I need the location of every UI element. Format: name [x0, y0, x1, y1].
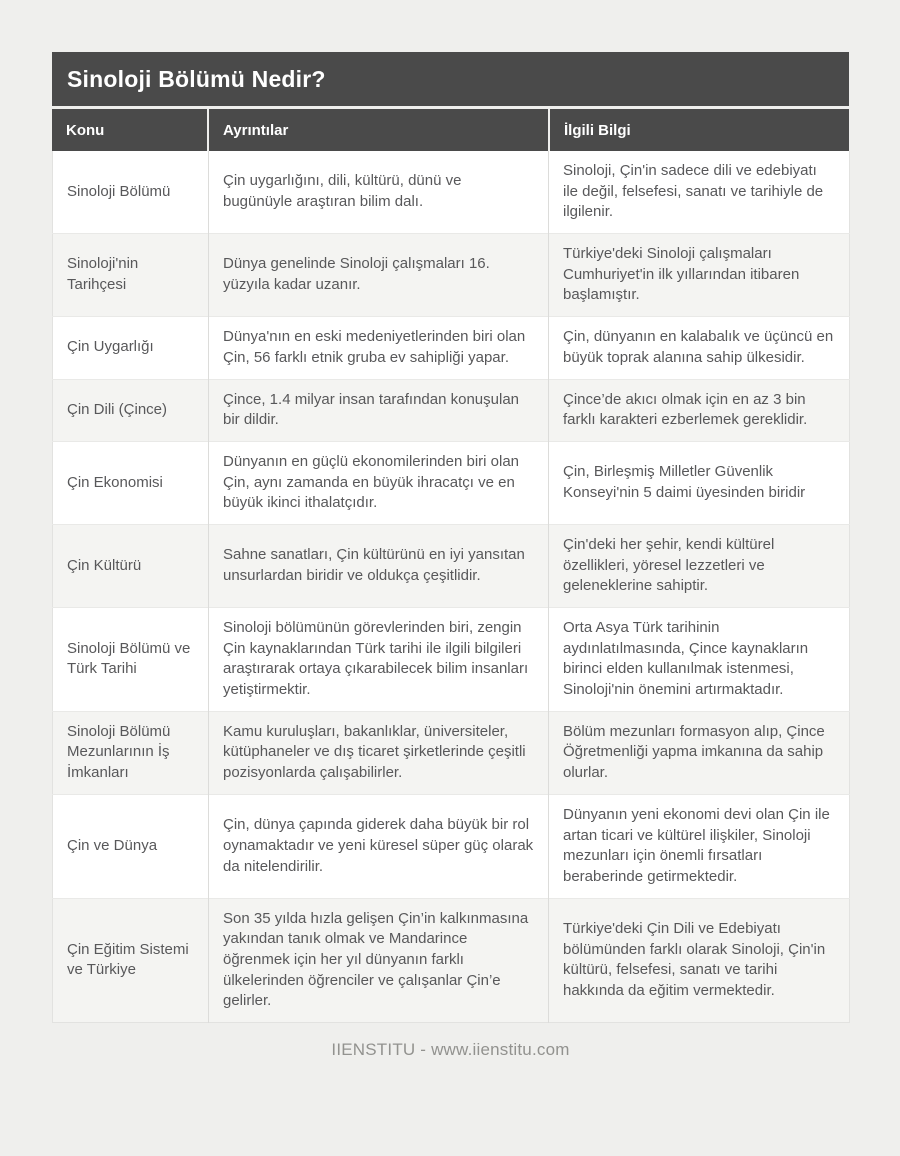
cell-ayrintilar: Kamu kuruluşları, bakanlıklar, üniversiteler, kütüphaneler ve dış ticaret şirketlerinde çeşitli pozisyonlarda çalışabilirler.: [209, 711, 549, 794]
cell-ilgili-bilgi: Sinoloji, Çin'in sadece dili ve edebiyatı ile değil, felsefesi, sanatı ve tarihiyle de ilgilenir.: [549, 151, 850, 234]
table-row: [53, 441, 850, 524]
cell-ayrintilar: Dünyanın en güçlü ekonomilerinden biri olan Çin, aynı zamanda en büyük ihracatçı ve en büyük ikinci ithalatçıdır.: [209, 441, 549, 524]
cell-konu: Çin Ekonomisi: [53, 441, 209, 524]
info-table: [52, 151, 850, 1023]
page-title: Sinoloji Bölümü Nedir?: [52, 52, 849, 106]
cell-ilgili-bilgi: Çince’de akıcı olmak için en az 3 bin farklı karakteri ezberlemek gereklidir.: [549, 379, 850, 441]
cell-ayrintilar: Sinoloji bölümünün görevlerinden biri, zengin Çin kaynaklarından Türk tarihi ile ilgili bilgileri araştırarak ortaya çıkarabilecek bilim insanları yetiştirmektir.: [209, 608, 549, 712]
column-header-ilgili-bilgi: İlgili Bilgi: [550, 109, 849, 151]
cell-ayrintilar: Çince, 1.4 milyar insan tarafından konuşulan bir dildir.: [209, 379, 549, 441]
cell-konu: Çin Eğitim Sistemi ve Türkiye: [53, 898, 209, 1022]
cell-ilgili-bilgi: Türkiye'deki Sinoloji çalışmaları Cumhuriyet'in ilk yıllarından itibaren başlamıştır.: [549, 234, 850, 317]
cell-ilgili-bilgi: Bölüm mezunları formasyon alıp, Çince Öğretmenliği yapma imkanına da sahip olurlar.: [549, 711, 850, 794]
footer-credit: IIENSTITU - www.iienstitu.com: [331, 1040, 570, 1059]
cell-ayrintilar: Çin, dünya çapında giderek daha büyük bir rol oynamaktadır ve yeni küresel süper güç olarak da nitelendirilir.: [209, 794, 549, 898]
cell-konu: Sinoloji Bölümü Mezunlarının İş İmkanları: [53, 711, 209, 794]
column-header-ayrintilar: Ayrıntılar: [209, 109, 548, 151]
cell-konu: Çin Kültürü: [53, 524, 209, 607]
cell-konu: Sinoloji'nin Tarihçesi: [53, 234, 209, 317]
cell-ilgili-bilgi: Türkiye'deki Çin Dili ve Edebiyatı bölümünden farklı olarak Sinoloji, Çin'in kültürü, felsefesi, sanatı ve tarihi hakkında da eğitim vermektedir.: [549, 898, 850, 1022]
cell-konu: Çin Uygarlığı: [53, 317, 209, 379]
cell-ayrintilar: Dünya genelinde Sinoloji çalışmaları 16. yüzyıla kadar uzanır.: [209, 234, 549, 317]
cell-ayrintilar: Dünya'nın en eski medeniyetlerinden biri olan Çin, 56 farklı etnik gruba ev sahipliği yapar.: [209, 317, 549, 379]
table-row: [53, 234, 850, 317]
cell-ilgili-bilgi: Çin, Birleşmiş Milletler Güvenlik Konseyi'nin 5 daimi üyesinden biridir: [549, 441, 850, 524]
cell-ayrintilar: Sahne sanatları, Çin kültürünü en iyi yansıtan unsurlardan biridir ve oldukça çeşitlidir.: [209, 524, 549, 607]
table-row: [53, 898, 850, 1022]
table-row: [53, 711, 850, 794]
table-row: [53, 608, 850, 712]
column-header-konu: Konu: [52, 109, 207, 151]
cell-konu: Çin ve Dünya: [53, 794, 209, 898]
table-row: [53, 794, 850, 898]
cell-konu: Sinoloji Bölümü ve Türk Tarihi: [53, 608, 209, 712]
info-table-card: [52, 52, 849, 1060]
table-row: [53, 379, 850, 441]
cell-konu: Sinoloji Bölümü: [67, 182, 171, 200]
cell-ilgili-bilgi: Çin'deki her şehir, kendi kültürel özellikleri, yöresel lezzetleri ve geleneklerine sahiptir.: [549, 524, 850, 607]
table-row: [53, 524, 850, 607]
cell-ilgili-bilgi: Çin, dünyanın en kalabalık ve üçüncü en büyük toprak alanına sahip ülkesidir.: [549, 317, 850, 379]
cell-ilgili-bilgi: Dünyanın yeni ekonomi devi olan Çin ile artan ticari ve kültürel ilişkiler, Sinoloji mezunları için önemli fırsatları beraberinde getirmektedir.: [549, 794, 850, 898]
table-row: [53, 151, 850, 234]
cell-ayrintilar: Çin uygarlığını, dili, kültürü, dünü ve bugünüyle araştıran bilim dalı.: [209, 151, 549, 234]
table-row: [53, 317, 850, 379]
cell-ayrintilar: Son 35 yılda hızla gelişen Çin’in kalkınmasına yakından tanık olmak ve Mandarince öğrenmek için her yıl dünyanın farklı ülkelerinden öğrenciler ve çalışanlar Çin’e gelirler.: [209, 898, 549, 1022]
table-header-row: [52, 109, 849, 151]
cell-ilgili-bilgi: Orta Asya Türk tarihinin aydınlatılmasında, Çince kaynakların birinci elden kullanılmak istenmesi, Sinoloji'nin önemini artırmaktadır.: [549, 608, 850, 712]
cell-konu: Çin Dili (Çince): [53, 379, 209, 441]
